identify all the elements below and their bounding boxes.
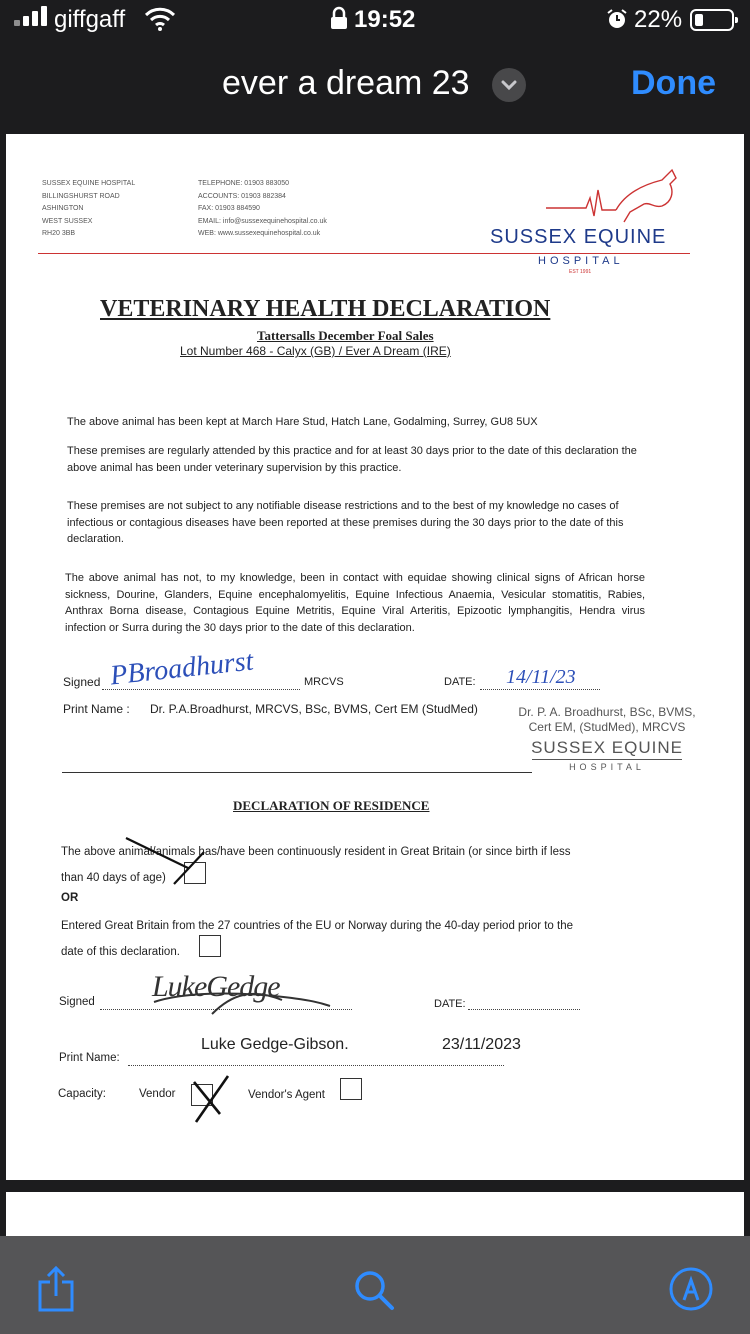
page-title: VETERINARY HEALTH DECLARATION [100,296,551,322]
bottom-toolbar [0,1236,750,1334]
residence-option-1-cont: than 40 days of age) [61,872,166,884]
stamp-subtitle: HOSPITAL [532,759,682,775]
contact-line: TELEPHONE: 01903 883050 [198,180,290,187]
logo-subtitle: HOSPITAL [538,255,624,267]
contact-line: ACCOUNTS: 01903 882384 [198,192,286,200]
paragraph: The above animal has been kept at March Hare Stud, Hatch Lane, Godalming, Surrey, GU8 5UX [67,416,538,428]
residence-print-name-label: Print Name: [59,1052,120,1064]
address-line: ASHINGTON [42,205,84,212]
document-title: ever a dream 23 [222,64,470,102]
stamp-name: SUSSEX EQUINE [531,738,683,757]
mrcvs-suffix: MRCVS [304,676,344,688]
status-bar [0,0,750,40]
contact-line: WEB: www.sussexequinehospital.co.uk [198,230,321,237]
address-line: SUSSEX EQUINE HOSPITAL [42,180,136,187]
stamp-line: Dr. P. A. Broadhurst, BSc, BVMS, [518,705,696,719]
residence-signed-label: Signed [59,996,95,1008]
battery-percent: 22% [634,6,683,33]
chevron-down-icon [492,68,526,102]
residence-option-2: Entered Great Britain from the 27 countries of the EU or Norway during the 40-day period prior to the [61,920,574,932]
contact-line: EMAIL: info@sussexequinehospital.co.uk [198,217,327,225]
header-divider [38,253,690,254]
agent-label: Vendor's Agent [248,1089,326,1101]
paragraph: These premises are not subject to any notifiable disease restrictions and to the best of my knowledge no cases of infectious or contagious diseases have been reported at these premises during the 30 days prior to the date of this declaration. [67,500,624,545]
section-divider [62,772,532,773]
hospital-contact [198,178,327,241]
residence-title: DECLARATION OF RESIDENCE [233,798,430,813]
cross-out-mark-icon [124,832,214,890]
agent-checkbox[interactable] [340,1078,362,1100]
battery-icon [690,9,734,31]
signed-label: Signed [63,675,101,689]
title-menu-button[interactable] [492,68,526,102]
residence-date-label: DATE: [434,998,466,1010]
logo-established: EST 1991 [569,269,592,275]
vendor-label: Vendor [139,1088,176,1100]
residence-option-1: The above animal/animals has/have been continuously resident in Great Britain (or since birth if less [61,846,571,858]
residence-option-2-cont: date of this declaration. [61,946,180,958]
document-page [6,134,744,1180]
address-line: RH20 3BB [42,230,76,237]
lock-icon [330,6,348,30]
print-name-label: Print Name : [63,702,130,716]
date-line [480,689,600,690]
wifi-icon [144,7,176,31]
lot-line: Lot Number 468 - Calyx (GB) / Ever A Dream (IRE) [180,344,451,358]
contact-line: FAX: 01903 884590 [198,205,260,212]
checkmark-x-icon [188,1072,234,1124]
paragraph: The above animal has not, to my knowledge, been in contact with equidae showing clinical signs of African horse sickness, Dourine, Glanders, Equine encephalomyelitis, Equine Infectious Anaemia, Vesicular stomatitis, Rabies, Anthrax Borna disease, Contagious Equine Metritis, Equine Viral Arteritis, Epizootic lymphangitis, Hendra virus infection or Surra during the 30 days prior to the date of this declaration. [65,572,645,634]
logo-name: SUSSEX EQUINE [490,226,667,248]
paragraph: These premises are regularly attended by this practice and for at least 30 days prior to the date of this declaration the above animal has been under veterinary supervision by this practice. [67,445,637,474]
vet-stamp [502,705,712,775]
or-label: OR [61,892,79,904]
residence-print-name-line [128,1065,504,1066]
clock: 19:52 [354,6,416,33]
alarm-icon [606,8,628,30]
address-line: BILLINGSHURST ROAD [42,192,120,200]
stamp-line: Cert EM, (StudMed), MRCVS [528,720,686,734]
hospital-address [42,178,135,241]
date-label: DATE: [444,676,476,688]
vet-date: 14/11/23 [506,666,576,688]
nav-bar [0,40,750,130]
done-button[interactable]: Done [631,64,716,102]
carrier-name: giffgaff [54,6,126,33]
share-icon[interactable] [36,1266,76,1312]
horse-logo-icon [546,164,686,230]
residence-date-value: 23/11/2023 [442,1036,521,1053]
sale-subtitle: Tattersalls December Foal Sales [257,328,434,343]
residence-checkbox-2[interactable] [199,935,221,957]
residence-date-line [468,1009,580,1010]
signature-flourish [152,974,332,1024]
vendor-signature: LukeGedge [152,970,280,1003]
signal-icon [14,6,47,26]
markup-icon[interactable] [668,1266,714,1312]
vendor-name: Luke Gedge-Gibson. [201,1036,349,1053]
capacity-label: Capacity: [58,1088,106,1100]
search-icon[interactable] [352,1268,396,1312]
vet-print-name: Dr. P.A.Broadhurst, MRCVS, BSc, BVMS, Cert EM (StudMed) [150,702,478,716]
address-line: WEST SUSSEX [42,217,93,225]
vet-signature: PBroadhurst [108,645,255,692]
